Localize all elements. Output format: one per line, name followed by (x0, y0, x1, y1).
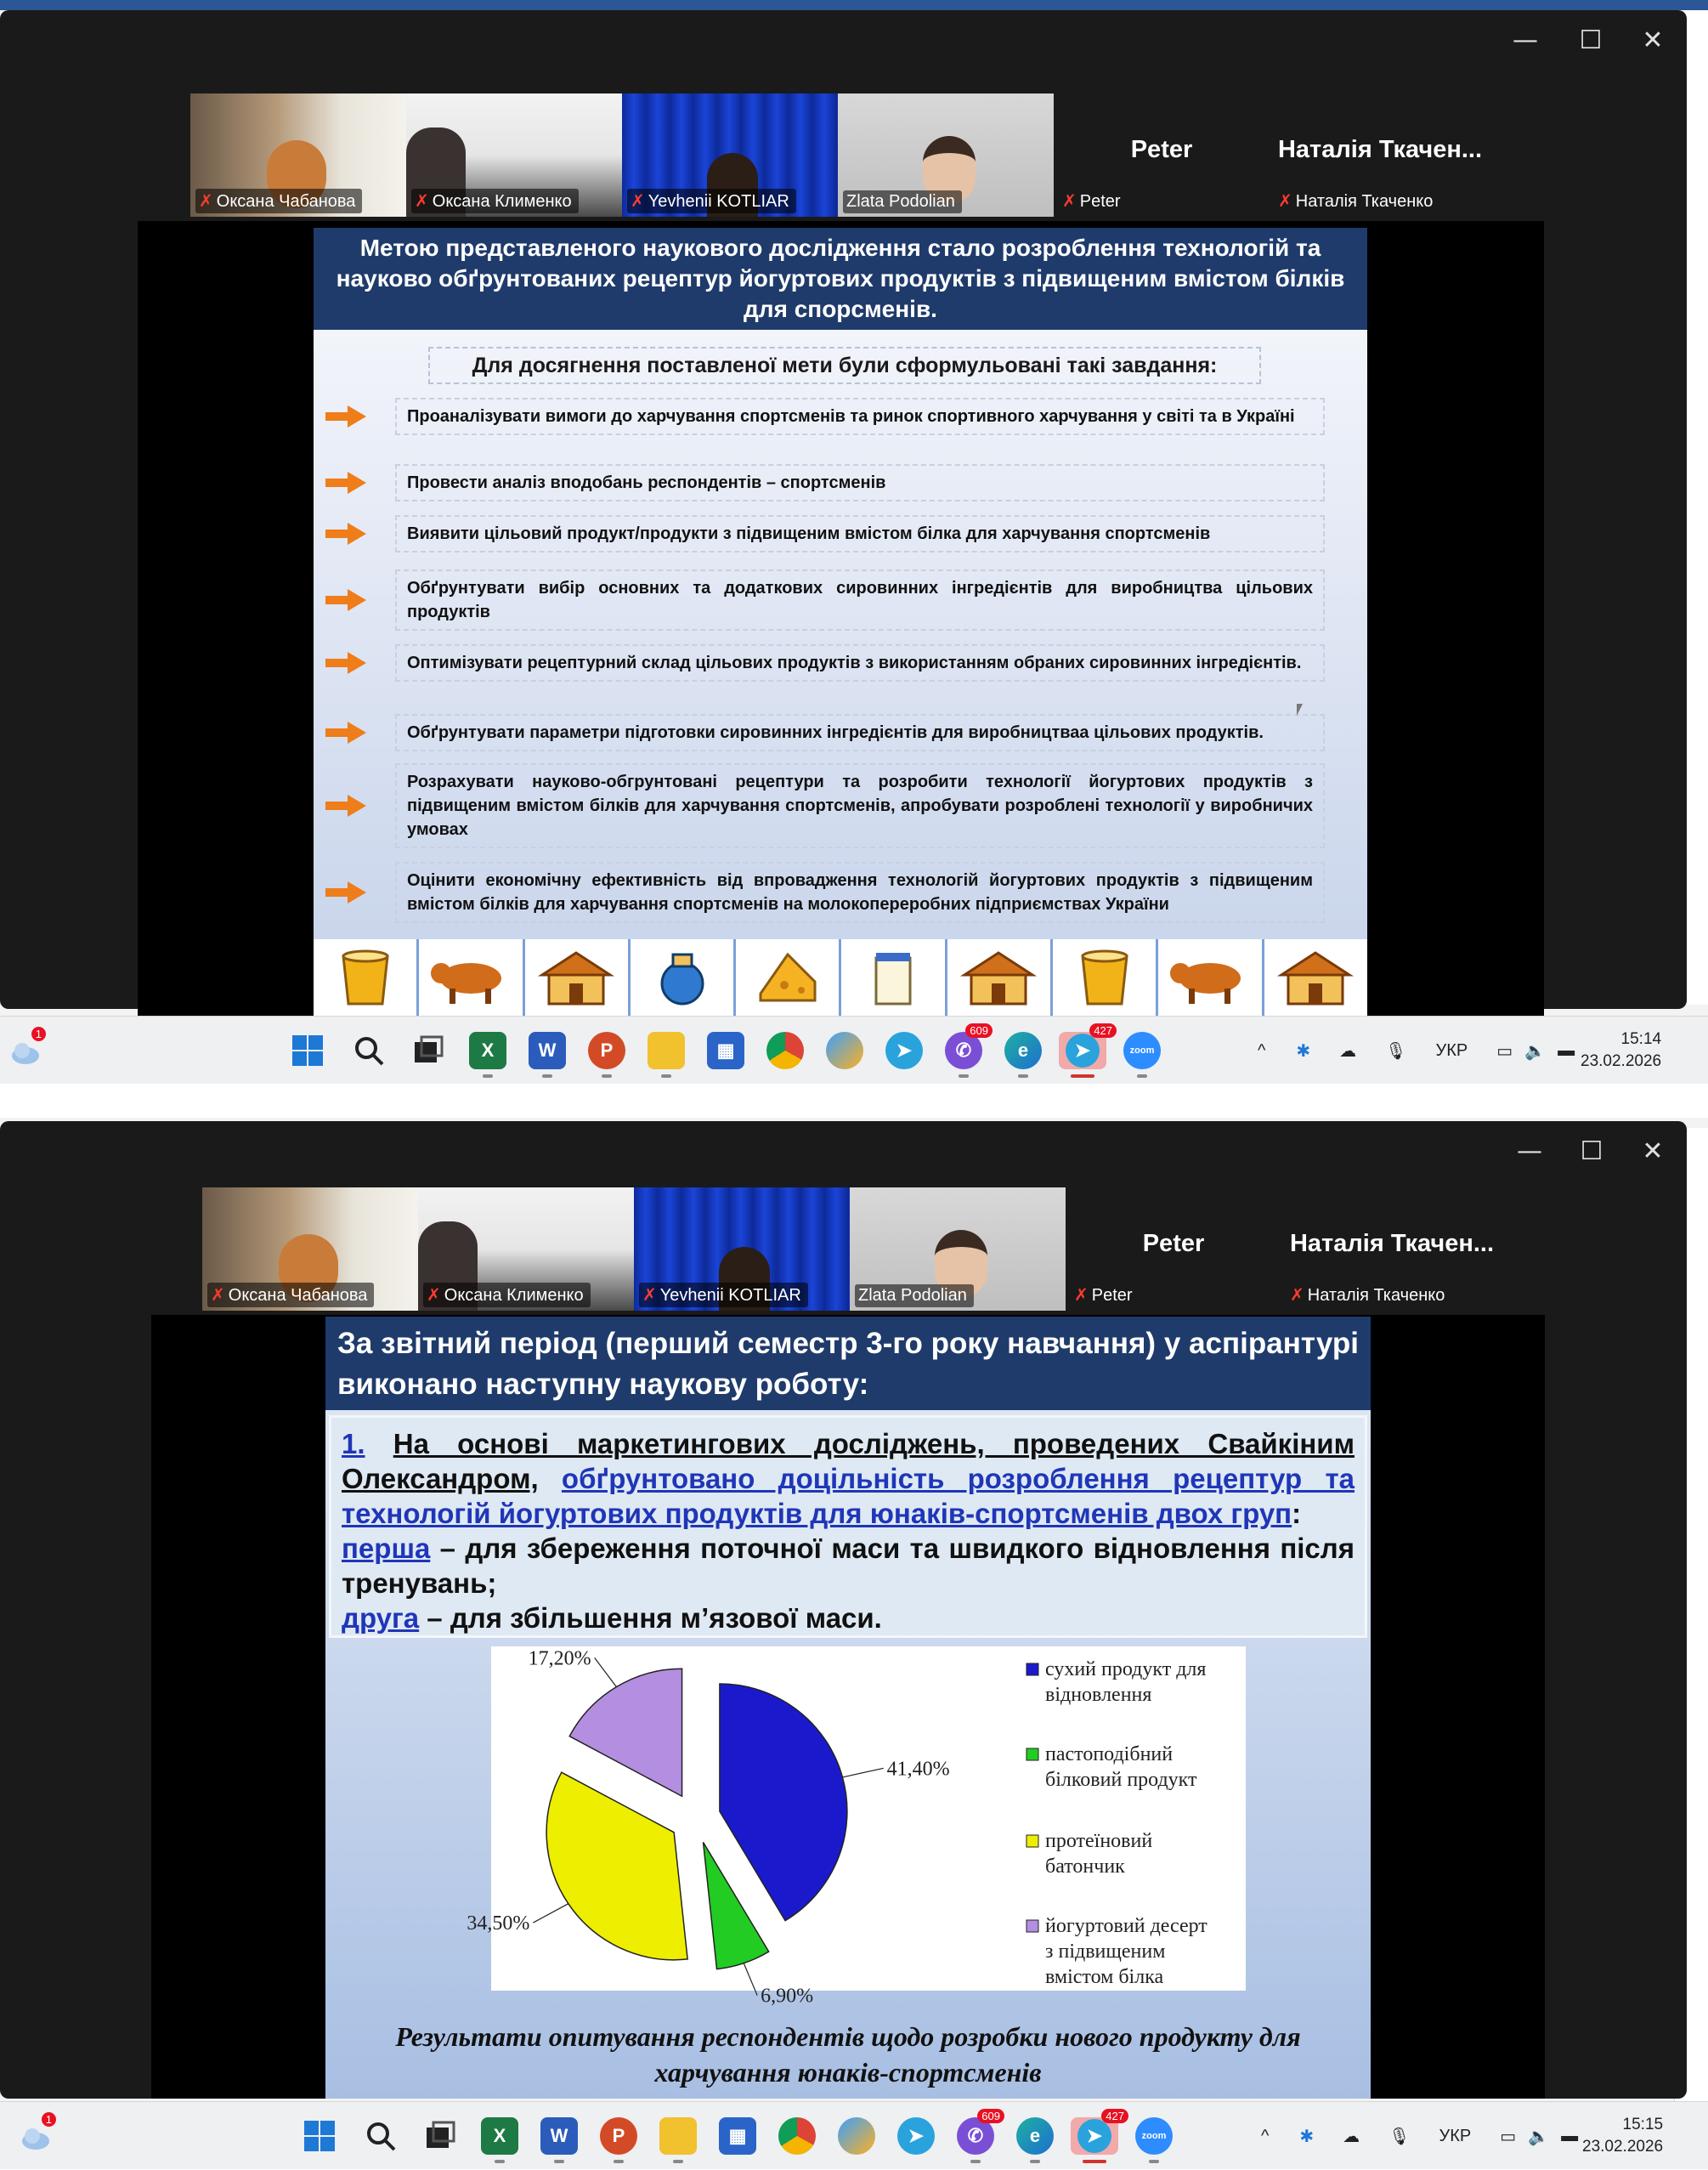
search-icon[interactable] (350, 1032, 387, 1069)
notification-badge: 609 (965, 1023, 993, 1038)
slide-body (325, 1410, 1371, 2099)
participant-tile[interactable] (1054, 93, 1270, 217)
mic-muted-icon: ✗ (415, 190, 429, 211)
legend-swatch (1026, 1663, 1038, 1675)
minimize-button[interactable]: — (1513, 25, 1538, 55)
system-tray (1258, 1017, 1575, 1085)
pie-data-label: 34,50% (467, 1912, 530, 1935)
participant-big-name: Peter (1142, 1230, 1205, 1257)
viber-icon[interactable]: ✆ 609 (957, 2117, 994, 2155)
participant-tile[interactable] (202, 1187, 418, 1311)
group-second-text: – для збільшення м’язової маси. (419, 1602, 882, 1634)
clock-date: 23.02.2026 (1581, 1052, 1662, 1070)
participant-name: Yevhenii KOTLIAR (659, 1286, 801, 1305)
pie-data-label: 41,40% (886, 1758, 950, 1781)
participant-tile[interactable] (1281, 1187, 1502, 1311)
participant-name: Наталія Ткаченко (1295, 192, 1434, 211)
participant-name: Yevhenii KOTLIAR (648, 192, 789, 211)
task-item (325, 763, 1325, 848)
telegram-active-icon[interactable]: ➤ 427 (1071, 2117, 1118, 2155)
participant-big-name: Наталія Ткачен... (1277, 136, 1483, 163)
weather-icon[interactable] (19, 2113, 53, 2153)
bucket-icon (1053, 939, 1158, 1016)
work-description (329, 1415, 1367, 1638)
mic-muted-icon: ✗ (1290, 1284, 1304, 1305)
chart-caption: Результати опитування респондентів щодо розробки нового продукту для харчування юнаків-спортсменів (395, 2021, 1301, 2088)
battery-icon[interactable]: ▬ (1558, 1040, 1575, 1060)
task-text: Розрахувати науково-обгрунтовані рецептури та розробити технології йогуртових продуктів з підвищеним вмістом білків для харчування спортсменів, апробувати розроблені технології у виробничих умовах (395, 763, 1325, 848)
mic-muted-icon: ✗ (642, 1284, 657, 1305)
language-indicator[interactable]: УКР (1435, 1040, 1468, 1060)
participant-tile[interactable] (634, 1187, 850, 1311)
slide-title: За звітний період (перший семестр 3-го року навчання) у аспірантурі виконано наступну наукову роботу: (325, 1317, 1371, 1410)
farm-icon (947, 939, 1053, 1016)
bucket-icon (314, 939, 419, 1016)
participant-tile-active[interactable] (838, 93, 1054, 217)
chrome-icon[interactable] (778, 2117, 816, 2155)
orange-arrow-icon (325, 795, 366, 817)
paint-icon[interactable] (826, 1032, 863, 1069)
word-icon[interactable]: W (540, 2117, 578, 2155)
task-text: Оцінити економічну ефективність від впровадження технологій йогуртових продуктів з підвищеним вмістом білків для харчування спортсменів на молокопереробних підприємствах України (395, 862, 1325, 923)
clock-time: 15:15 (1622, 2116, 1664, 2133)
legend-label: пастоподібний білковий продукт (1045, 1743, 1197, 1791)
orange-arrow-icon (325, 472, 366, 494)
mic-muted-icon: ✗ (199, 190, 213, 211)
legend-label: йогуртовий десерт з підвищеним вмістом білка (1045, 1915, 1207, 1988)
windows-taskbar (0, 1016, 1708, 1084)
farm-icon (525, 939, 631, 1016)
paint-icon[interactable] (838, 2117, 875, 2155)
microphone-icon[interactable]: 🎙 (1385, 1041, 1407, 1061)
screenshot-1 (0, 0, 1708, 1084)
chrome-icon[interactable] (766, 1032, 804, 1069)
participant-tile-active[interactable] (850, 1187, 1066, 1311)
powerpoint-icon[interactable]: P (600, 2117, 637, 2155)
task-view-icon[interactable] (421, 2117, 459, 2155)
mouse-cursor-icon (1297, 704, 1303, 716)
participant-tile[interactable] (418, 1187, 634, 1311)
legend-swatch (1026, 1748, 1038, 1760)
task-item (325, 515, 1325, 552)
network-icon[interactable]: ▭ (1500, 2127, 1517, 2146)
notification-badge: 1 (31, 1027, 46, 1041)
pie-data-label: 17,20% (528, 1647, 591, 1670)
participant-big-name: Наталія Ткачен... (1289, 1230, 1495, 1257)
participant-name: Оксана Клименко (432, 192, 572, 211)
cow-icon (1158, 939, 1264, 1016)
chevron-up-icon[interactable]: ^ (1261, 2126, 1270, 2145)
start-icon[interactable] (289, 1032, 326, 1069)
slide-title: Метою представленого наукового дослідження стало розроблення технологій та науково обґрунтованих рецептур йогуртових продуктів з підвищеним вмістом білків для спорсменів. (314, 228, 1367, 330)
orange-arrow-icon (325, 405, 366, 428)
orange-arrow-icon (325, 722, 366, 744)
clock-time: 15:14 (1620, 1030, 1662, 1048)
notification-badge: 609 (977, 2109, 1004, 2123)
legend-label: протеїновий батончик (1045, 1830, 1153, 1878)
mic-muted-icon: ✗ (1062, 190, 1077, 211)
close-button[interactable]: ✕ (1642, 1136, 1664, 1166)
word-icon[interactable]: W (529, 1032, 566, 1069)
task-item (325, 398, 1325, 435)
zoom-meeting-window (0, 1121, 1687, 2099)
participant-tile[interactable] (190, 93, 406, 217)
excel-icon[interactable]: X (481, 2117, 518, 2155)
pie-slice (569, 1669, 682, 1796)
pie-chart-svg (467, 1646, 1246, 2008)
telegram-icon[interactable]: ➤ (897, 2117, 935, 2155)
onedrive-icon[interactable]: ☁ (1343, 2127, 1360, 2146)
participant-name: Peter (1091, 1286, 1133, 1305)
pie-chart (467, 1646, 1246, 2008)
cheese-icon (736, 939, 841, 1016)
participant-tile[interactable] (1066, 1187, 1281, 1311)
cow-icon (419, 939, 524, 1016)
participant-tile[interactable] (622, 93, 838, 217)
zoom-label: zoom (1141, 2131, 1167, 2141)
task-text: Провести аналіз вподобань респондентів – спортсменів (395, 464, 1325, 501)
participant-name: Оксана Клименко (444, 1286, 584, 1305)
clock[interactable] (1581, 1028, 1661, 1073)
group-first-text: – для збереження поточної маси та швидкого відновлення після тренувань; (342, 1533, 1355, 1599)
excel-icon[interactable]: X (469, 1032, 506, 1069)
system-tray (1261, 2102, 1578, 2170)
maximize-button[interactable]: ☐ (1579, 25, 1603, 55)
weather-icon[interactable] (8, 1028, 42, 1068)
mic-muted-icon: ✗ (1074, 1284, 1089, 1305)
farm-icon (1264, 939, 1367, 1016)
store-icon[interactable]: ▦ (707, 1032, 744, 1069)
telegram-icon[interactable]: ➤ (885, 1032, 923, 1069)
start-icon[interactable] (301, 2117, 338, 2155)
explorer-icon[interactable] (648, 1032, 685, 1069)
decorative-icons-row (314, 939, 1367, 1016)
participant-name: Zlata Podolian (846, 192, 955, 211)
minimize-button[interactable]: — (1517, 1136, 1542, 1166)
volume-icon[interactable]: 🔈 (1524, 1041, 1547, 1061)
group-first-label: перша (342, 1533, 431, 1564)
powerpoint-icon[interactable]: P (588, 1032, 625, 1069)
participant-name: Peter (1079, 192, 1121, 211)
task-item (325, 862, 1325, 923)
orange-arrow-icon (325, 881, 366, 904)
bluetooth-icon[interactable]: ✱ (1296, 1041, 1311, 1061)
shared-screen (138, 221, 1544, 1016)
task-item (325, 464, 1325, 501)
orange-arrow-icon (325, 589, 366, 611)
screenshot-2 (0, 1118, 1708, 2169)
zoom-icon[interactable] (1123, 1032, 1161, 1069)
search-icon[interactable] (362, 2117, 399, 2155)
task-text: Виявити цільовий продукт/продукти з підвищеним вмістом білка для харчування спортсменів (395, 515, 1325, 552)
task-text: Проаналізувати вимоги до харчування спортсменів та ринок спортивного харчування у світі та в Україні (395, 398, 1325, 435)
mic-muted-icon: ✗ (211, 1284, 225, 1305)
pie-slice (546, 1772, 687, 1960)
pie-leader-line (842, 1768, 883, 1777)
microphone-icon[interactable]: 🎙 (1388, 2127, 1411, 2146)
participant-big-name: Peter (1130, 136, 1193, 163)
chevron-up-icon[interactable]: ^ (1258, 1040, 1266, 1060)
mic-muted-icon: ✗ (631, 190, 645, 211)
notification-badge: 427 (1089, 1023, 1117, 1038)
battery-icon[interactable]: ▬ (1561, 2126, 1579, 2145)
close-button[interactable]: ✕ (1642, 25, 1664, 55)
onedrive-icon[interactable]: ☁ (1339, 1041, 1357, 1061)
pie-leader-line (595, 1657, 617, 1686)
pie-data-label: 6,90% (761, 1985, 814, 2008)
orange-arrow-icon (325, 523, 366, 545)
presentation-slide (314, 228, 1367, 1016)
task-text: Оптимізувати рецептурний склад цільових продуктів з використанням обраних сировинних інгредієнтів. (395, 644, 1325, 682)
participant-tile[interactable] (406, 93, 622, 217)
participant-strip (202, 1187, 1502, 1311)
clock-date: 23.02.2026 (1582, 2138, 1664, 2156)
task-text: Обґрунтувати вибір основних та додаткових сировинних інгредієнтів для виробництва цільових продуктів (395, 569, 1325, 631)
mic-muted-icon: ✗ (427, 1284, 441, 1305)
task-text: Обґрунтувати параметри підготовки сировинних інгредієнтів для виробництваа цільових продуктів. (395, 714, 1325, 751)
participant-name: Оксана Чабанова (216, 192, 356, 211)
paragraph-highlight: обґрунтовано доцільність розроблення рецептур та технологій йогуртових продуктів для юнаків-спортсменів двох груп (342, 1463, 1355, 1529)
group-second-label: друга (342, 1602, 420, 1634)
viber-icon[interactable]: ✆ 609 (945, 1032, 982, 1069)
presentation-slide (325, 1317, 1371, 2099)
milk-pack-icon (841, 939, 947, 1016)
pie-slice (720, 1684, 847, 1921)
participant-name: Оксана Чабанова (228, 1286, 368, 1305)
notification-badge: 427 (1101, 2109, 1128, 2123)
task-item (325, 714, 1325, 751)
legend-swatch (1026, 1835, 1038, 1847)
participant-strip (190, 93, 1490, 217)
task-item (325, 569, 1325, 631)
notification-badge: 1 (42, 2112, 56, 2127)
paragraph-intro: На основі маркетингових досліджень, проведених Свайкіним Олександром, (342, 1428, 1355, 1494)
mic-muted-icon: ✗ (1278, 190, 1292, 211)
slide-body (314, 330, 1367, 1016)
participant-name: Наталія Ткаченко (1307, 1286, 1445, 1305)
explorer-icon[interactable] (659, 2117, 697, 2155)
bluetooth-icon[interactable]: ✱ (1299, 2127, 1315, 2146)
windows-taskbar (0, 2101, 1708, 2169)
paragraph-colon: : (1292, 1498, 1302, 1529)
participant-tile[interactable] (1270, 93, 1490, 217)
volume-icon[interactable]: 🔈 (1528, 2127, 1550, 2146)
network-icon[interactable]: ▭ (1496, 1041, 1513, 1061)
task-item (325, 644, 1325, 682)
zoom-icon[interactable] (1135, 2117, 1173, 2155)
slide-subtitle: Для досягнення поставленої мети були сформульовані такі завдання: (428, 347, 1261, 384)
edge-icon[interactable]: e (1016, 2117, 1054, 2155)
paragraph-number: 1. (342, 1428, 365, 1459)
zoom-label: zoom (1129, 1045, 1155, 1056)
zoom-meeting-window (0, 10, 1687, 1009)
participant-name: Zlata Podolian (858, 1286, 967, 1305)
maximize-button[interactable]: ☐ (1580, 1136, 1603, 1166)
legend-swatch (1026, 1920, 1038, 1932)
shared-screen (151, 1315, 1545, 2099)
milk-jug-icon (631, 939, 736, 1016)
task-view-icon[interactable] (410, 1032, 447, 1069)
telegram-active-icon[interactable]: ➤ 427 (1059, 1032, 1106, 1069)
edge-icon[interactable]: e (1004, 1032, 1042, 1069)
pie-leader-line (533, 1904, 568, 1923)
pie-leader-line (744, 1963, 757, 1996)
legend-label: сухий продукт для відновлення (1045, 1658, 1207, 1706)
store-icon[interactable]: ▦ (719, 2117, 756, 2155)
clock[interactable] (1582, 2114, 1663, 2158)
desktop-edge (0, 0, 1708, 10)
language-indicator[interactable]: УКР (1439, 2126, 1472, 2145)
orange-arrow-icon (325, 652, 366, 674)
